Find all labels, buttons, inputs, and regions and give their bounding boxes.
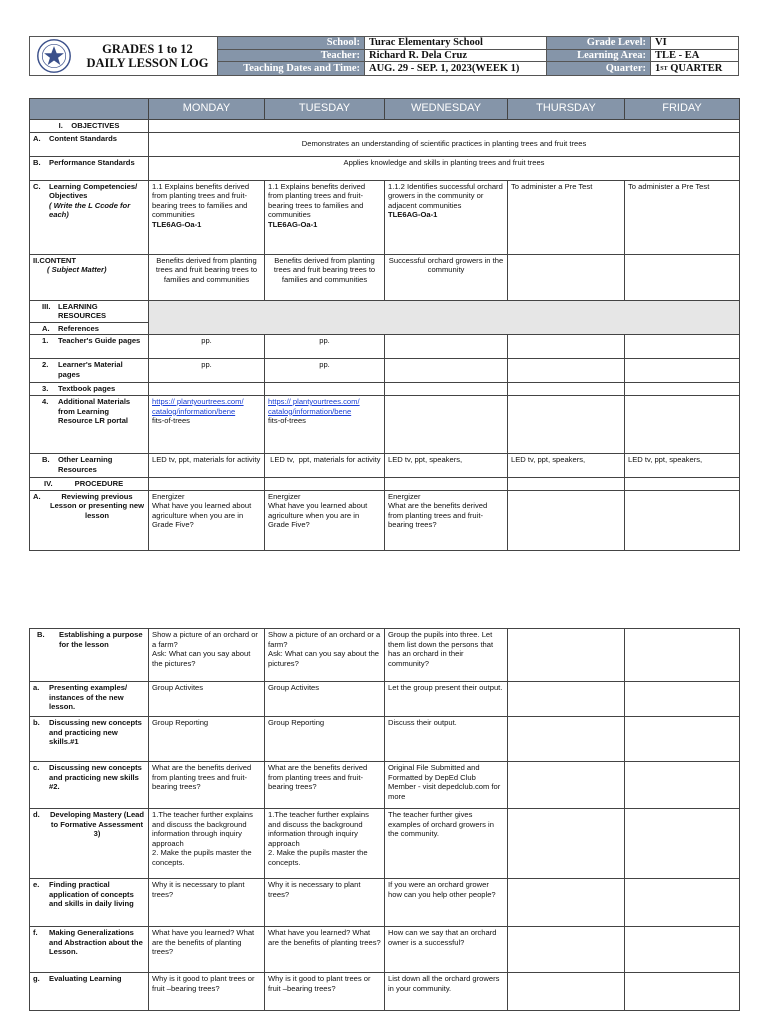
row-title: Reviewing previous Lesson or presenting new lesson: [49, 491, 145, 520]
title-line-2: DAILY LESSON LOG: [86, 56, 209, 70]
performance-standards-value: Applies knowledge and skills in planting trees and fruit trees: [149, 156, 740, 180]
reviewing-row: [30, 490, 740, 550]
section-title: LEARNING RESOURCES: [58, 301, 107, 321]
textbook-row: [30, 383, 740, 396]
examples-monday: Group Activites: [149, 682, 265, 717]
practical-application-wednesday: If you were an orchard grower how can you help other people?: [385, 879, 508, 927]
row-title: Content Standards: [49, 133, 117, 143]
competencies-friday: To administer a Pre Test: [625, 180, 740, 254]
examples-thursday: [508, 682, 625, 717]
competency-code: TLE6AG-Oa-1: [388, 210, 438, 220]
learners-material-friday: [625, 359, 740, 383]
competencies-thursday: To administer a Pre Test: [508, 180, 625, 254]
row-number: d.: [33, 810, 40, 819]
day-header-row: [30, 99, 740, 120]
discussing-2-thursday: [508, 762, 625, 809]
reviewing-wednesday: Energizer What are the benefits derived from planting trees and fruit-bearing trees?: [385, 490, 508, 550]
row-title: References: [58, 323, 99, 333]
additional-materials-label: [30, 395, 149, 453]
school-label: School:: [218, 37, 365, 50]
section-number: II.: [33, 255, 40, 265]
link-continuation: fits-of-trees: [268, 416, 306, 426]
quarter-label: Quarter:: [547, 62, 651, 75]
content-standards-row: [30, 132, 740, 156]
cell-text: 1.1.2 Identifies successful orchard growers in the community or adjacent communities: [388, 181, 503, 210]
generalization-tuesday: What have you learned? What are the benefits of planting trees?: [265, 927, 385, 973]
purpose-row: [30, 629, 740, 682]
lr-portal-link[interactable]: https:// plantyourtrees.com/ catalog/information/bene: [152, 396, 244, 416]
row-title: Additional Materials from Learning Resource LR portal: [58, 396, 131, 426]
evaluating-friday: [625, 973, 740, 1011]
discussing-1-monday: Group Reporting: [149, 717, 265, 762]
quarter-number: 1: [655, 63, 661, 75]
reviewing-thursday: [508, 490, 625, 550]
mastery-friday: [625, 809, 740, 879]
purpose-thursday: [508, 629, 625, 682]
objectives-empty: [149, 120, 740, 133]
row-number: 1.: [42, 336, 49, 346]
generalization-row: [30, 927, 740, 973]
cell-text: 1.1 Explains benefits derived from planting trees and fruit-bearing trees to families and communities: [268, 181, 366, 220]
competency-code: TLE6AG-Oa-1: [268, 219, 318, 229]
quarter-word: QUARTER: [667, 63, 723, 75]
row-number: e.: [33, 880, 40, 889]
teachers-guide-monday: pp.: [149, 335, 265, 359]
practical-application-row: [30, 879, 740, 927]
row-title: Finding practical application of concepts and skills in daily living: [49, 880, 134, 909]
reviewing-label: [30, 490, 149, 550]
row-number: c.: [33, 763, 40, 772]
learners-material-monday: pp.: [149, 359, 265, 383]
day-tuesday: TUESDAY: [265, 99, 385, 120]
section-title: CONTENT: [39, 255, 77, 265]
additional-materials-tuesday: [265, 395, 385, 453]
generalization-wednesday: How can we say that an orchard owner is a successful?: [385, 927, 508, 973]
procedure-wednesday: [385, 477, 508, 490]
examples-tuesday: Group Activites: [265, 682, 385, 717]
content-row: [30, 254, 740, 300]
section-number: I.: [58, 121, 63, 130]
other-resources-monday: LED tv, ppt, materials for activity: [149, 453, 265, 477]
section-subtitle: ( Subject Matter): [47, 265, 107, 275]
purpose-wednesday: Group the pupils into three. Let them list down the persons that has an orchard in their community?: [385, 629, 508, 682]
other-resources-row: [30, 453, 740, 477]
textbook-label: [30, 383, 149, 396]
mastery-row: [30, 809, 740, 879]
competencies-wednesday: [385, 180, 508, 254]
discussing-2-row: [30, 762, 740, 809]
procedure-label: [30, 477, 149, 490]
other-resources-label: [30, 453, 149, 477]
row-title: Making Generalizations and Abstraction about the Lesson.: [49, 928, 143, 957]
examples-row: [30, 682, 740, 717]
references-label: [30, 322, 149, 335]
procedure-thursday: [508, 477, 625, 490]
discussing-1-thursday: [508, 717, 625, 762]
row-number: A.: [42, 323, 50, 333]
lr-portal-link[interactable]: https:// plantyourtrees.com/ catalog/information/bene: [268, 396, 360, 416]
discussing-2-tuesday: What are the benefits derived from planting trees and fruit- bearing trees?: [265, 762, 385, 809]
teaching-dates-value: AUG. 29 - SEP. 1, 2023(WEEK 1): [365, 62, 547, 75]
generalization-label: [30, 927, 149, 973]
evaluating-wednesday: List down all the orchard growers in your community.: [385, 973, 508, 1011]
discussing-2-monday: What are the benefits derived from planting trees and fruit- bearing trees?: [149, 762, 265, 809]
procedure-tuesday: [265, 477, 385, 490]
lesson-log-table-page1: [29, 98, 740, 551]
additional-materials-monday: [149, 395, 265, 453]
other-resources-thursday: LED tv, ppt, speakers,: [508, 453, 625, 477]
competencies-row: [30, 180, 740, 254]
purpose-friday: [625, 629, 740, 682]
row-title: Discussing new concepts and practicing new skills.#1: [49, 718, 142, 747]
lesson-log-header: [29, 36, 739, 76]
purpose-monday: Show a picture of an orchard or a farm? Ask: What can you say about the pictures?: [149, 629, 265, 682]
evaluating-row: [30, 973, 740, 1011]
corner-cell: [30, 99, 149, 120]
row-subtitle: ( Write the L Ccode for each): [49, 200, 131, 220]
content-standards-value: Demonstrates an understanding of scientific practices in planting trees and fruit trees: [149, 132, 740, 156]
textbook-thursday: [508, 383, 625, 396]
day-monday: MONDAY: [149, 99, 265, 120]
row-title: Teacher's Guide pages: [58, 336, 141, 346]
title-line-1: GRADES 1 to 12: [102, 42, 193, 56]
learning-resources-row: [30, 300, 740, 322]
additional-materials-wednesday: [385, 395, 508, 453]
mastery-monday: 1.The teacher further explains and discuss the background information through inquiry approach 2. Make the pupils master the concepts.: [149, 809, 265, 879]
practical-application-monday: Why it is necessary to plant trees?: [149, 879, 265, 927]
mastery-label: [30, 809, 149, 879]
reviewing-tuesday: Energizer What have you learned about agriculture when you are in Grade Five?: [265, 490, 385, 550]
learners-material-tuesday: pp.: [265, 359, 385, 383]
row-title: Establishing a purpose for the lesson: [59, 630, 143, 649]
generalization-monday: What have you learned? What are the benefits of planting trees?: [149, 927, 265, 973]
content-wednesday: Successful orchard growers in the community: [385, 254, 508, 300]
section-title: OBJECTIVES: [71, 121, 120, 130]
evaluating-label: [30, 973, 149, 1011]
teachers-guide-friday: [625, 335, 740, 359]
discussing-1-friday: [625, 717, 740, 762]
section-number: III.: [42, 301, 51, 311]
practical-application-friday: [625, 879, 740, 927]
objectives-row: [30, 120, 740, 133]
textbook-friday: [625, 383, 740, 396]
grade-level-label: Grade Level:: [547, 37, 651, 50]
learning-area-value: TLE - EA: [651, 50, 738, 63]
content-tuesday: Benefits derived from planting trees and fruit bearing trees to families and communities: [265, 254, 385, 300]
school-value: Turac Elementary School: [365, 37, 547, 50]
row-number: 2.: [42, 360, 49, 370]
teacher-value: Richard R. Dela Cruz: [365, 50, 547, 63]
learning-resources-shaded: [149, 300, 740, 335]
evaluating-tuesday: Why is it good to plant trees or fruit –bearing trees?: [265, 973, 385, 1011]
row-title: Developing Mastery (Lead to Formative Assessment 3): [49, 810, 145, 839]
grade-level-value: VI: [651, 37, 738, 50]
quarter-suffix: ST: [660, 65, 668, 72]
practical-application-thursday: [508, 879, 625, 927]
procedure-friday: [625, 477, 740, 490]
discussing-1-tuesday: Group Reporting: [265, 717, 385, 762]
learning-resources-label: [30, 300, 149, 322]
discussing-1-wednesday: Discuss their output.: [385, 717, 508, 762]
mastery-wednesday: The teacher further gives examples of orchard growers in the community.: [385, 809, 508, 879]
row-number: f.: [33, 928, 38, 937]
performance-standards-row: [30, 156, 740, 180]
generalization-friday: [625, 927, 740, 973]
row-title: Textbook pages: [58, 384, 116, 394]
textbook-wednesday: [385, 383, 508, 396]
examples-friday: [625, 682, 740, 717]
row-number: B.: [33, 157, 41, 167]
row-number: B.: [37, 630, 45, 639]
purpose-tuesday: Show a picture of an orchard or a farm? Ask: What can you say about the pictures?: [265, 629, 385, 682]
teachers-guide-wednesday: [385, 335, 508, 359]
row-number: A.: [33, 491, 41, 501]
reviewing-friday: [625, 490, 740, 550]
row-number: C.: [33, 181, 41, 191]
discussing-2-friday: [625, 762, 740, 809]
additional-materials-thursday: [508, 395, 625, 453]
evaluating-monday: Why is it good to plant trees or fruit –bearing trees?: [149, 973, 265, 1011]
document-title: [78, 37, 218, 75]
purpose-label: [30, 629, 149, 682]
teachers-guide-label: [30, 335, 149, 359]
mastery-tuesday: 1.The teacher further explains and discuss the background information through inquiry approach 2. Make the pupils master the concepts.: [265, 809, 385, 879]
row-title: Presenting examples/ instances of the new lesson.: [49, 683, 128, 712]
discussing-2-label: [30, 762, 149, 809]
textbook-monday: [149, 383, 265, 396]
learners-material-label: [30, 359, 149, 383]
discussing-1-row: [30, 717, 740, 762]
day-wednesday: WEDNESDAY: [385, 99, 508, 120]
mastery-thursday: [508, 809, 625, 879]
additional-materials-row: [30, 395, 740, 453]
row-number: 3.: [42, 384, 49, 394]
row-title: Performance Standards: [49, 157, 135, 167]
learners-material-thursday: [508, 359, 625, 383]
procedure-row: [30, 477, 740, 490]
section-title: PROCEDURE: [74, 478, 124, 488]
textbook-tuesday: [265, 383, 385, 396]
row-number: A.: [33, 133, 41, 143]
competencies-tuesday: [265, 180, 385, 254]
competencies-label: [30, 180, 149, 254]
row-title: Learner's Material pages: [58, 360, 123, 379]
content-label: [30, 254, 149, 300]
learners-material-row: [30, 359, 740, 383]
quarter-value: [651, 62, 738, 75]
lesson-log-table-page2: [29, 628, 740, 1011]
examples-wednesday: Let the group present their output.: [385, 682, 508, 717]
teachers-guide-thursday: [508, 335, 625, 359]
generalization-thursday: [508, 927, 625, 973]
teachers-guide-row: [30, 335, 740, 359]
practical-application-tuesday: Why it is necessary to plant trees?: [265, 879, 385, 927]
content-thursday: [508, 254, 625, 300]
learning-area-label: Learning Area:: [547, 50, 651, 63]
row-number: 4.: [42, 396, 49, 406]
content-standards-label: [30, 132, 149, 156]
practical-application-label: [30, 879, 149, 927]
row-title: Discussing new concepts and practicing new skills #2.: [49, 763, 142, 792]
deped-seal-icon: [30, 37, 78, 75]
learners-material-wednesday: [385, 359, 508, 383]
link-continuation: fits-of-trees: [152, 416, 190, 426]
other-resources-wednesday: LED tv, ppt, speakers,: [385, 453, 508, 477]
row-title: Evaluating Learning: [49, 974, 122, 983]
day-thursday: THURSDAY: [508, 99, 625, 120]
row-number: b.: [33, 718, 40, 727]
row-number: a.: [33, 683, 40, 692]
other-resources-friday: LED tv, ppt, speakers,: [625, 453, 740, 477]
day-friday: FRIDAY: [625, 99, 740, 120]
competency-code: TLE6AG-Oa-1: [152, 219, 202, 229]
header-info-grid: [218, 37, 738, 75]
row-number: g.: [33, 974, 40, 983]
teachers-guide-tuesday: pp.: [265, 335, 385, 359]
row-title: Learning Competencies/ Objectives: [49, 181, 138, 201]
cell-text: 1.1 Explains benefits derived from planting trees and fruit-bearing trees to families and communities: [152, 181, 250, 220]
examples-label: [30, 682, 149, 717]
objectives-label: [30, 120, 149, 133]
row-number: B.: [42, 454, 50, 464]
discussing-1-label: [30, 717, 149, 762]
additional-materials-friday: [625, 395, 740, 453]
competencies-monday: [149, 180, 265, 254]
section-number: IV.: [44, 478, 53, 488]
content-monday: Benefits derived from planting trees and fruit bearing trees to families and communities: [149, 254, 265, 300]
performance-standards-label: [30, 156, 149, 180]
content-friday: [625, 254, 740, 300]
other-resources-tuesday: LED tv, ppt, materials for activity: [265, 453, 385, 477]
evaluating-thursday: [508, 973, 625, 1011]
procedure-monday: [149, 477, 265, 490]
row-title: Other Learning Resources: [58, 454, 113, 474]
discussing-2-wednesday: Original File Submitted and Formatted by DepEd Club Member - visit depedclub.com for more: [385, 762, 508, 809]
reviewing-monday: Energizer What have you learned about agriculture when you are in Grade Five?: [149, 490, 265, 550]
teaching-dates-label: Teaching Dates and Time:: [218, 62, 365, 75]
teacher-label: Teacher:: [218, 50, 365, 63]
